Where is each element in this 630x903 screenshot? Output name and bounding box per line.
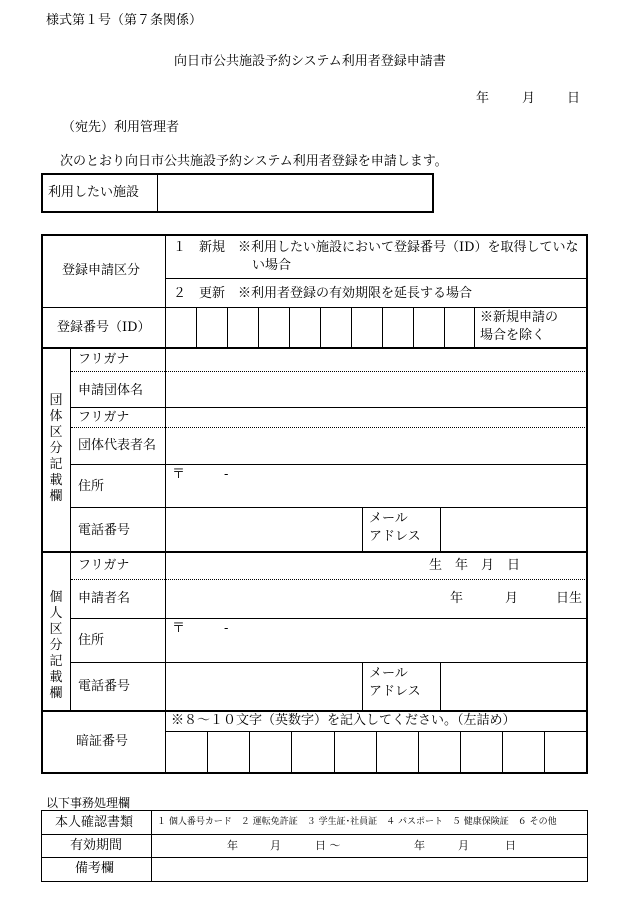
representative-label: 団体代表者名 [78,438,157,453]
birth-year-label: 年 [450,591,464,606]
group-name-field[interactable] [166,373,586,406]
registration-number-note-cont: 場合を除く [480,328,546,343]
group-email-label-cont: アドレス [369,529,421,544]
group-phone-label: 電話番号 [78,523,131,538]
validity-to-year: 年 [414,839,425,852]
birth-day-label: 日生 [556,591,583,606]
form-number: 様式第１号（第７条関係） [46,13,203,28]
office-section-heading: 以下事務処理欄 [46,796,131,810]
individual-address-label: 住所 [78,633,105,648]
facility-field[interactable] [158,175,432,211]
validity-to-day: 日 [505,839,516,852]
addressee: （宛先）利用管理者 [62,120,180,135]
group-name-label: 申請団体名 [78,383,144,398]
intro-text: 次のとおり向日市公共施設予約システム利用者登録を申請します。 [60,154,448,169]
individual-email-label: メール [369,666,408,681]
registration-number-label: 登録番号（ID） [57,320,151,335]
group-furigana-field[interactable] [166,349,586,370]
group-section-label: 団体区分記載欄 [49,393,63,504]
pin-label: 暗証番号 [76,734,129,749]
individual-postal-mark: 〒 - [172,621,229,636]
applicant-name-label: 申請者名 [78,591,131,606]
remarks-label: 備考欄 [75,861,115,876]
application-type-label: 登録申請区分 [62,263,141,278]
individual-phone-field[interactable] [166,664,361,709]
representative-field[interactable] [166,429,586,463]
individual-email-field[interactable] [442,664,586,709]
individual-furigana-label: フリガナ [78,558,130,573]
registration-number-note: ※新規申請の [480,310,559,325]
id-docs-options: １ 個人番号カード ２ 運転免許証 ３ 学生証･社員証 ４ パスポート ５ 健康保険証 ６ その他 [157,817,557,827]
date-month-label: 月 [522,91,536,106]
group-phone-field[interactable] [166,509,361,550]
birth-date-label: 生 年 月 日 [429,558,521,573]
validity-label: 有効期間 [70,838,123,853]
group-address-label: 住所 [78,479,105,494]
validity-from-day: 日 ～ [315,839,341,852]
id-docs-label: 本人確認書類 [55,815,134,830]
group-address-field[interactable] [166,466,586,506]
individual-email-label-cont: アドレス [369,684,421,699]
application-type-new-cont: い場合 [252,258,292,273]
group-email-label: メール [369,511,408,526]
validity-to-month: 月 [458,839,469,852]
individual-section-label: 個人区分記載欄 [49,590,63,701]
application-type-new[interactable]: １ 新規 ※利用したい施設において登録番号（ID）を取得していな [173,240,579,255]
group-email-field[interactable] [442,509,586,550]
validity-from-month: 月 [270,839,281,852]
date-day-label: 日 [567,91,581,106]
birth-month-label: 月 [505,591,519,606]
group-furigana-label: フリガナ [78,352,130,367]
page-title: 向日市公共施設予約システム利用者登録申請書 [174,54,446,69]
representative-furigana-field[interactable] [166,409,586,426]
group-postal-mark: 〒 - [172,467,229,482]
validity-from-year: 年 [227,839,238,852]
individual-furigana-field[interactable] [166,553,416,578]
application-type-renewal[interactable]: ２ 更新 ※利用者登録の有効期限を延長する場合 [173,286,473,301]
remarks-field[interactable] [152,858,586,880]
pin-note: ※８～１０文字（英数字）を記入してください。（左詰め） [171,713,516,728]
applicant-name-field[interactable] [166,581,436,617]
representative-furigana-label: フリガナ [78,410,130,425]
pin-field[interactable] [166,732,586,772]
facility-label: 利用したい施設 [48,185,140,200]
individual-address-field[interactable] [166,620,586,661]
individual-phone-label: 電話番号 [78,679,131,694]
date-year-label: 年 [476,91,490,106]
